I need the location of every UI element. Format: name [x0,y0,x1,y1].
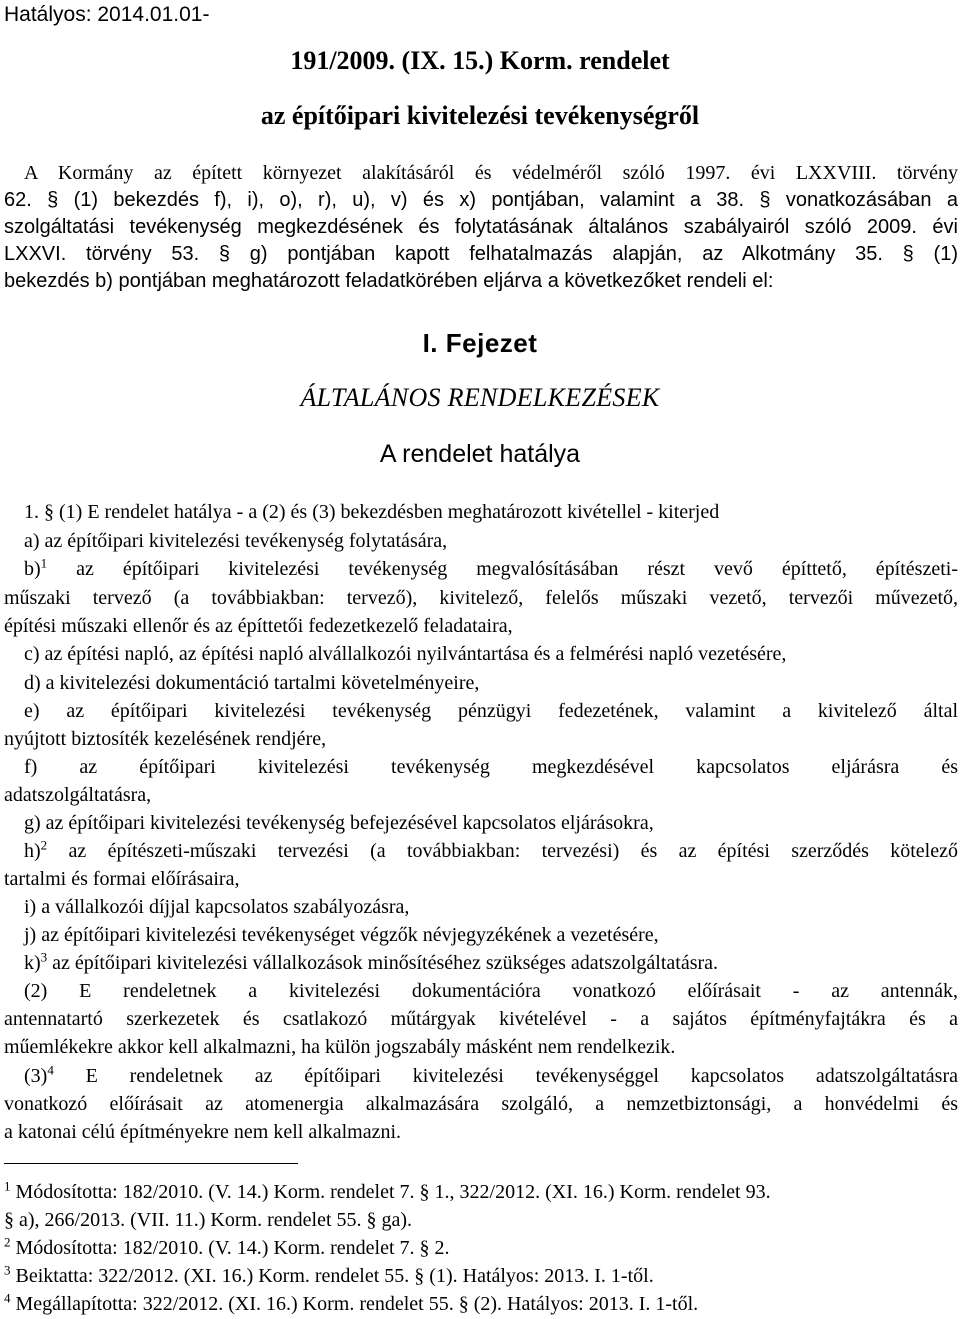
preamble-line: bekezdés b) pontjában meghatározott feladatkörében eljárva a következőket rendeli el: [4,270,774,292]
point-text: az építőipari kivitelezési vállalkozások minősítéséhez szükséges adatszolgáltatásra. [47,952,719,974]
body-line: (2) E rendeletnek a kivitelezési dokumentációra vonatkozó előírásait - az antennák, [24,980,958,1002]
body-line: 1. § (1) E rendelet hatálya - a (2) és (3) bekezdésben meghatározott kivétellel - kiterjed [24,501,720,523]
preamble-line: 62. § (1) bekezdés f), i), o), r), u), v) és x) pontjában, valamint a 38. § vonatkozásában a [4,189,958,211]
body-line: a katonai célú építményekre nem kell alkalmazni. [4,1121,402,1143]
body-line: c) az építési napló, az építési napló alvállalkozói nyilvántartása és a felmérési napló vezetésére, [24,643,787,665]
point-text: az építőipari kivitelezési tevékenység megvalósításában részt vevő építtető, építészeti- [47,558,958,580]
effective-date-header: Hatályos: 2014.01.01- [4,3,210,26]
footnote-ref[interactable]: 1 [40,555,48,571]
footnote-number: 4 [4,1290,11,1306]
footnote-2 [4,1234,958,1262]
body-line: vonatkozó előírásait az atomenergia alkalmazására szolgáló, a nemzetbiztonsági, a honvédelmi és [4,1093,958,1115]
body-line: i) a vállalkozói díjjal kapcsolatos szabályozásra, [24,896,410,918]
body-line [24,555,958,583]
preamble-line: A Kormány az épített környezet alakításáról és védelméről szóló 1997. évi LXXVIII. törvény [24,162,958,184]
body-line: nyújtott biztosíték kezelésének rendjére, [4,728,327,750]
footnote-text: Megállapította: 322/2012. (XI. 16.) Korm. rendelet 55. § (2). Hatályos: 2013. I. 1-től. [10,1293,699,1315]
preamble-line: LXXVI. törvény 53. § g) pontjában kapott felhatalmazás alapján, az Alkotmány 35. § (1) [4,243,958,265]
footnote-ref[interactable]: 3 [40,949,48,965]
body-line [24,949,958,977]
preamble-line: szolgáltatási tevékenység megkezdésének és folytatásának általános szabályairól szóló 2009. évi [4,216,958,238]
point-label: b) [24,558,41,580]
footnote-text: Módosította: 182/2010. (V. 14.) Korm. rendelet 7. § 1., 322/2012. (XI. 16.) Korm. rendelet 93. [10,1181,771,1203]
footnote-text: Beiktatta: 322/2012. (XI. 16.) Korm. rendelet 55. § (1). Hatályos: 2013. I. 1-től. [10,1265,654,1287]
footnote-3 [4,1262,958,1290]
footnote-separator [4,1163,298,1164]
footnote-ref[interactable]: 4 [47,1062,54,1078]
section-heading: A rendelet hatálya [379,440,581,468]
chapter-title: ÁLTALÁNOS RENDELKEZÉSEK [300,383,660,412]
body-line [24,1062,958,1090]
point-label: k) [24,952,41,974]
decree-subtitle: az építőipari kivitelezési tevékenységről [260,101,700,130]
point-text: az építészeti-műszaki tervezési (a továbbiakban: tervezési) és az építési szerződés kötelező [47,840,958,862]
body-line: f) az építőipari kivitelezési tevékenység megkezdésével kapcsolatos eljárásra és [24,756,958,778]
footnote-number: 1 [4,1178,11,1194]
body-line: tartalmi és formai előírásaira, [4,868,240,890]
body-line: adatszolgáltatásra, [4,784,152,806]
body-line: d) a kivitelezési dokumentáció tartalmi követelményeire, [24,672,480,694]
body-line: j) az építőipari kivitelezési tevékenységet végzők névjegyzékének a vezetésére, [24,924,659,946]
footnote-4 [4,1290,958,1318]
footnote-1-continued: § a), 266/2013. (VII. 11.) Korm. rendelet 55. § ga). [4,1209,413,1231]
paragraph-label: (3) [24,1065,48,1087]
body-line: műszaki tervező (a továbbiakban: tervező), kivitelező, felelős műszaki vezető, tervezői művezető, [4,587,958,609]
footnote-text: Módosította: 182/2010. (V. 14.) Korm. rendelet 7. § 2. [10,1237,450,1259]
footnote-1 [4,1178,958,1206]
decree-title: 191/2009. (IX. 15.) Korm. rendelet [290,46,670,75]
footnote-number: 2 [4,1234,11,1250]
body-line: e) az építőipari kivitelezési tevékenység pénzügyi fedezetének, valamint a kivitelező által [24,700,958,722]
body-line: építési műszaki ellenőr és az építtetői fedezetkezelő feladataira, [4,615,513,637]
chapter-number: I. Fejezet [422,328,538,358]
paragraph-text: E rendeletnek az építőipari kivitelezési tevékenységgel kapcsolatos adatszolgáltatásra [53,1065,958,1087]
body-line: antennatartó szerkezetek és csatlakozó műtárgyak kivételével - a sajátos építményfajtákra és a [4,1008,958,1030]
body-line: műemlékekre akkor kell alkalmazni, ha külön jogszabály másként nem rendelkezik. [4,1036,676,1058]
footnote-ref[interactable]: 2 [40,837,48,853]
footnote-number: 3 [4,1262,11,1278]
body-line: a) az építőipari kivitelezési tevékenység folytatására, [24,530,448,552]
body-line [24,837,958,865]
body-line: g) az építőipari kivitelezési tevékenység befejezésével kapcsolatos eljárásokra, [24,812,654,834]
point-label: h) [24,840,41,862]
